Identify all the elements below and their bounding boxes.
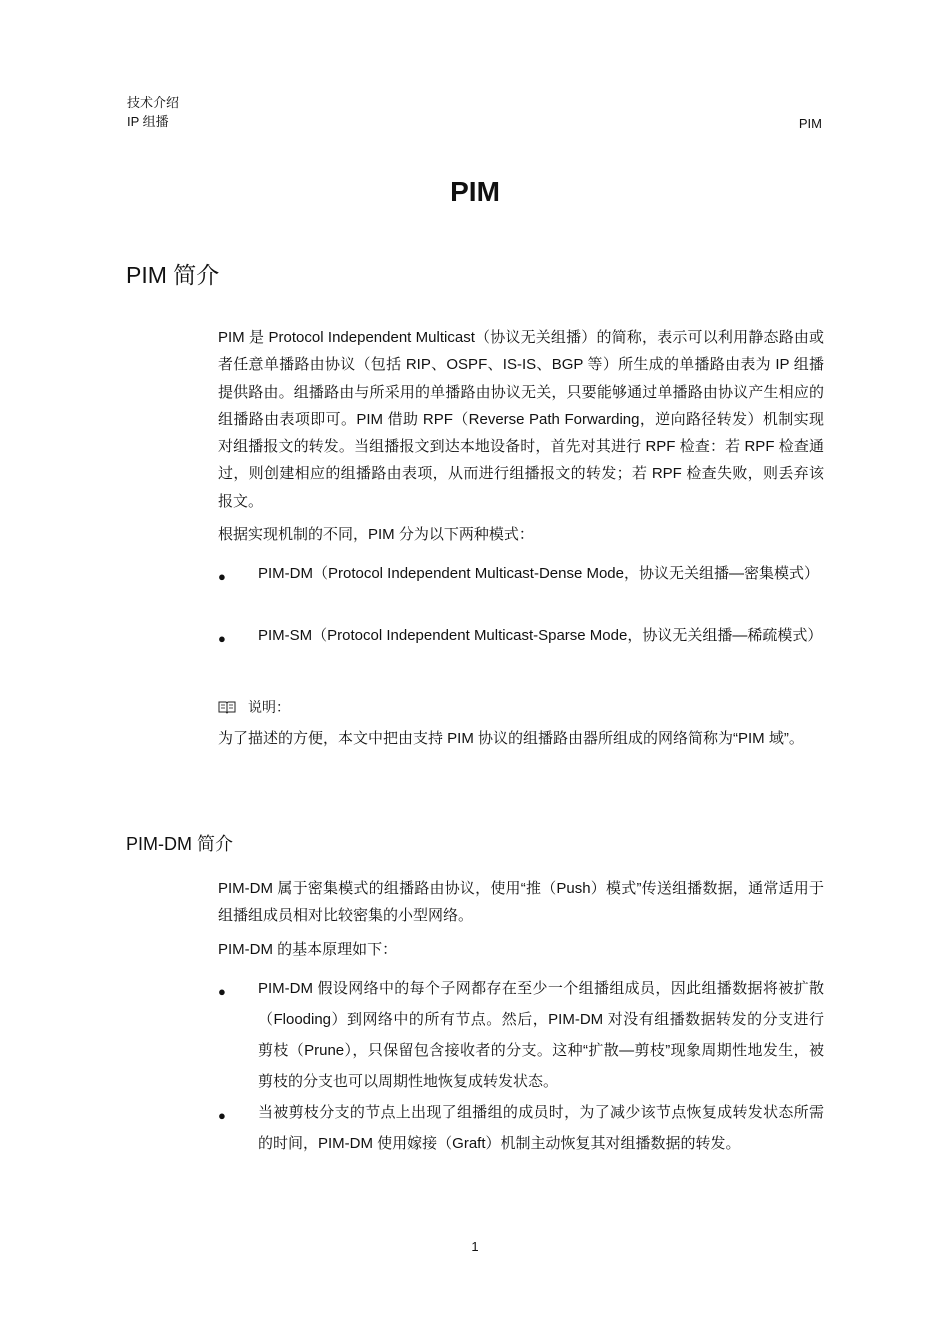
page-number: 1 bbox=[471, 1239, 479, 1254]
book-icon bbox=[218, 700, 236, 714]
list-item-text: PIM-DM 假设网络中的每个子网都存在至少一个组播组成员，因此组播数据将被扩散（Flooding）到网络中的所有节点。然后，PIM-DM 对没有组播数据转发的分支进行剪枝（Prune），只保留包含接收者的分支。这种“扩散—剪枝”现象周期性地发生，被剪枝的分支也可以周期性地恢复成转发状态。 bbox=[258, 980, 824, 1090]
running-header-right: PIM bbox=[798, 116, 822, 131]
running-header-left bbox=[127, 93, 179, 131]
list-item bbox=[218, 973, 824, 1097]
document-title: PIM bbox=[450, 176, 500, 207]
header-subcategory: IP 组播 bbox=[127, 114, 169, 129]
pim-intro-paragraph: PIM 是 Protocol Independent Multicast（协议无关组播）的简称，表示可以利用静态路由或者任意单播路由协议（包括 RIP、OSPF、IS-IS、BGP 等）所生成的单播路由表为 IP 组播提供路由。组播路由与所采用的单播路由协议无关，只要能够通过单播路由协议产生相应的组播路由表项即可。PIM 借助 RPF（Reverse Path Forwarding，逆向路径转发）机制实现对组播报文的转发。当组播报文到达本地设备时，首先对其进行 RPF 检查：若 RPF 检查通过，则创建相应的组播路由表项，从而进行组播报文的转发；若 RPF 检查失败，则丢弃该报文。 bbox=[218, 329, 824, 510]
list-item-text: PIM-DM（Protocol Independent Multicast-Dense Mode，协议无关组播—密集模式） bbox=[258, 565, 819, 582]
section-heading-pim-dm-intro: PIM-DM 简介 bbox=[126, 834, 233, 854]
list-item-text: 当被剪枝分支的节点上出现了组播组的成员时，为了减少该节点恢复成转发状态所需的时间，PIM-DM 使用嫁接（Graft）机制主动恢复其对组播数据的转发。 bbox=[258, 1104, 824, 1152]
list-item bbox=[218, 558, 824, 589]
bullet-icon: ● bbox=[218, 631, 226, 646]
pim-modes-intro: 根据实现机制的不同，PIM 分为以下两种模式： bbox=[218, 526, 534, 543]
list-item bbox=[218, 620, 824, 651]
bullet-icon: ● bbox=[218, 569, 226, 584]
list-item-text: PIM-SM（Protocol Independent Multicast-Sparse Mode，协议无关组播—稀疏模式） bbox=[258, 627, 823, 644]
list-item bbox=[218, 1097, 824, 1159]
bullet-icon: ● bbox=[218, 1108, 226, 1123]
section-heading-pim-intro: PIM 简介 bbox=[126, 262, 220, 288]
note-label: 说明： bbox=[248, 699, 290, 715]
note-text: 为了描述的方便，本文中把由支持 PIM 协议的组播路由器所组成的网络简称为“PIM 域”。 bbox=[218, 730, 804, 747]
pim-dm-principle-intro: PIM-DM 的基本原理如下： bbox=[218, 941, 398, 958]
note-header bbox=[218, 696, 290, 718]
pim-dm-intro-paragraph: PIM-DM 属于密集模式的组播路由协议，使用“推（Push）模式”传送组播数据，通常适用于组播组成员相对比较密集的小型网络。 bbox=[218, 880, 824, 925]
bullet-icon: ● bbox=[218, 984, 226, 999]
header-category: 技术介绍 bbox=[127, 95, 180, 110]
